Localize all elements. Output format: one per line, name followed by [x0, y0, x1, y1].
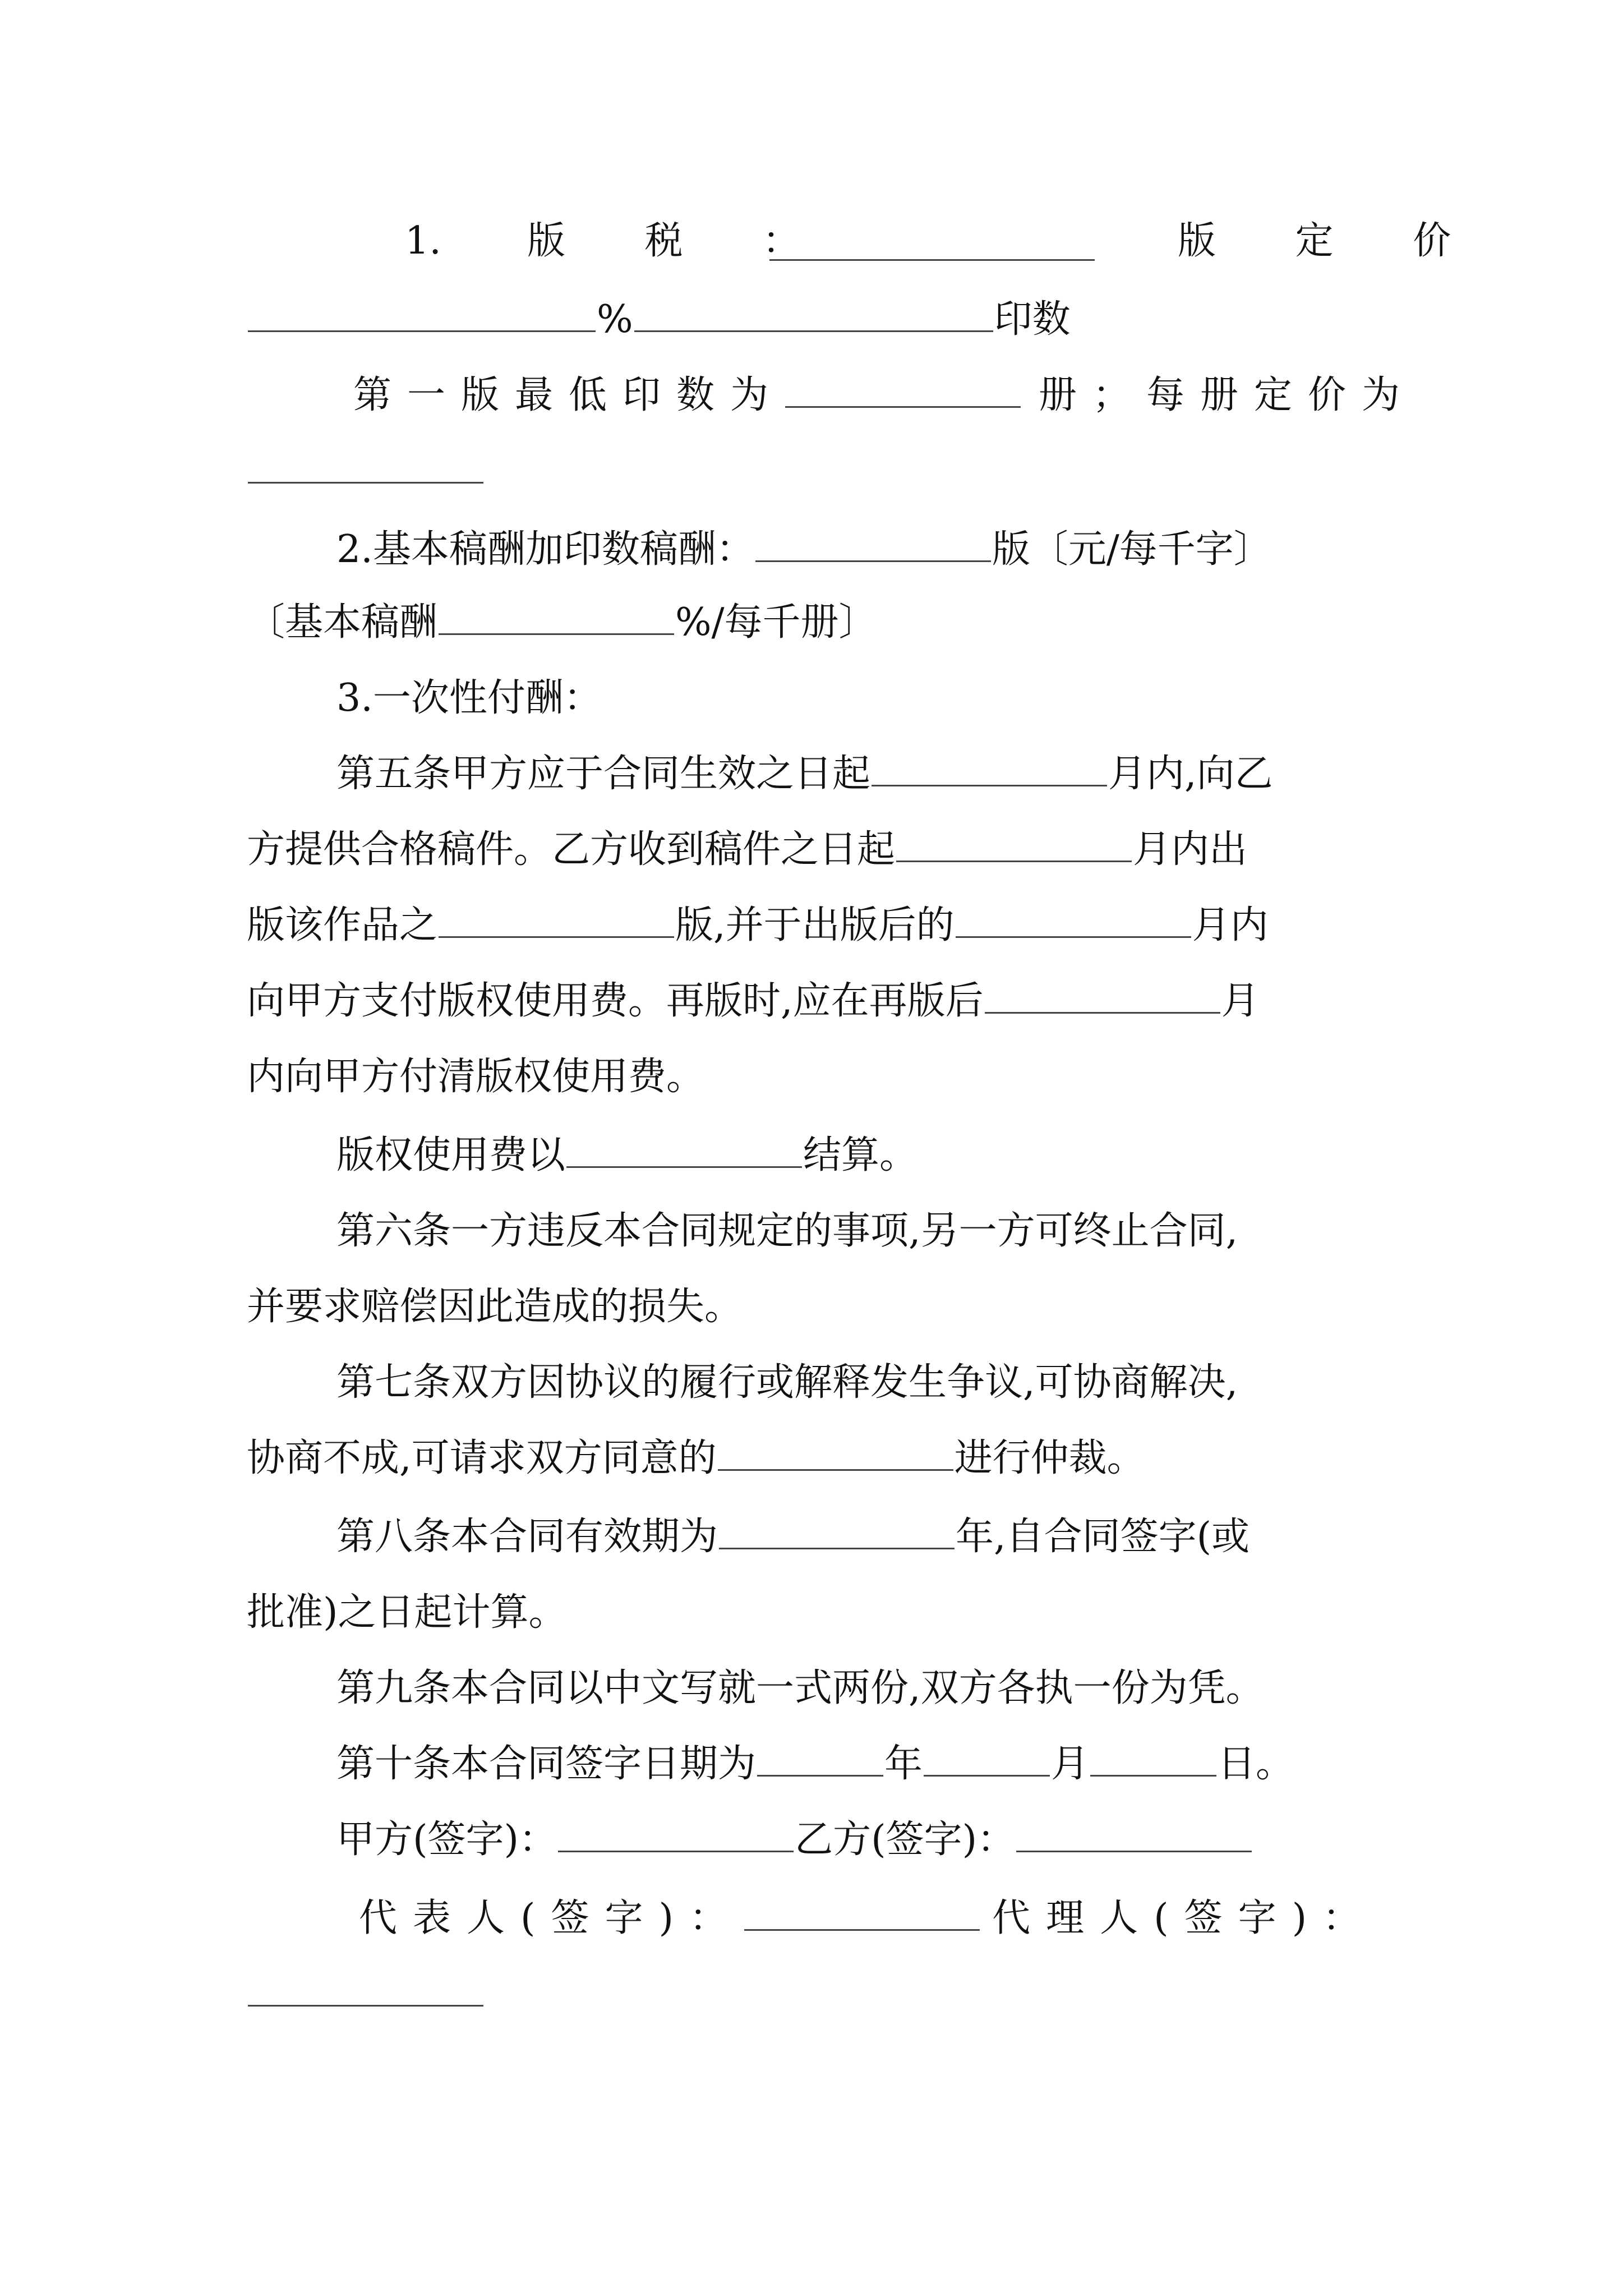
item2-line1 [336, 522, 1391, 578]
royalty-blank [769, 224, 1095, 261]
print-count-label: 印数 [994, 297, 1071, 342]
article10-line [336, 1736, 1391, 1792]
agent-label: 代理人(签字)： [992, 1896, 1377, 1940]
day-blank [1090, 1740, 1216, 1777]
article7-text2: 协商不成,可请求双方同意的 [247, 1436, 717, 1480]
percent-blank-2 [634, 296, 993, 332]
article5-text4: 月内出 [1133, 827, 1248, 872]
article8-text2: 年,自合同签字(或 [956, 1515, 1250, 1559]
agent-blank-line [247, 1966, 1391, 2022]
article6-line1 [336, 1203, 1391, 1259]
first-edition-line [353, 367, 1416, 424]
article5-blank1 [872, 750, 1107, 786]
article6-line2 [247, 1279, 1391, 1335]
article8-text1: 第八条本合同有效期为 [336, 1515, 718, 1559]
article5-line3 [247, 898, 1391, 954]
article10-text: 第十条本合同签字日期为 [336, 1742, 757, 1786]
article5-blank5 [985, 977, 1220, 1014]
article5-text3: 方提供合格稿件。乙方收到稿件之日起 [247, 827, 896, 872]
percent-line [247, 292, 1391, 348]
royalty-label: 版 税 ： [527, 219, 834, 263]
article7-text3: 进行仲裁。 [954, 1436, 1145, 1480]
article8-blank [719, 1513, 955, 1549]
settlement-blank [566, 1131, 802, 1168]
day-label: 日。 [1218, 1742, 1294, 1786]
article5-line5 [247, 1049, 1391, 1105]
article7-blank [718, 1434, 953, 1471]
article5-blank2 [896, 826, 1132, 862]
price-per-copy-label: 册；每册定价为 [1039, 373, 1416, 417]
article8-text3: 批准)之日起计算。 [247, 1590, 567, 1635]
article5-text1: 第五条甲方应于合同生效之日起 [336, 752, 871, 796]
item2-base-label: 〔基本稿酬 [247, 600, 438, 645]
article5-text10: 内向甲方付清版权使用费。 [247, 1055, 705, 1099]
edition-price-label: 版 定 价 [1178, 219, 1485, 263]
article5-blank3 [439, 901, 674, 938]
article7-line1 [336, 1355, 1391, 1411]
min-copies-blank [785, 371, 1021, 408]
party-b-blank [1016, 1816, 1252, 1852]
article9-text: 第九条本合同以中文写就一式两份,双方各执一份为凭。 [336, 1666, 1264, 1710]
party-a-label: 甲方(签字)： [336, 1818, 557, 1862]
article5-line1 [336, 746, 1391, 802]
month-label: 月 [1051, 1742, 1090, 1786]
percent-sign: % [597, 297, 633, 342]
article5-text8: 向甲方支付版权使用费。再版时,应在再版后 [247, 979, 984, 1023]
article5-line2 [247, 822, 1391, 878]
item2-label: 2.基本稿酬加印数稿酬： [336, 527, 754, 572]
party-signature-line [336, 1812, 1391, 1868]
royalty-line [247, 213, 1485, 269]
representative-line [359, 1890, 1391, 1947]
year-label: 年 [884, 1742, 923, 1786]
article5-blank4 [956, 901, 1191, 938]
settlement-line [336, 1128, 1391, 1184]
year-blank [757, 1740, 883, 1777]
agent-blank [248, 1970, 483, 2007]
representative-label: 代表人(签字)： [359, 1896, 744, 1940]
settlement-text2: 结算。 [803, 1133, 918, 1177]
representative-blank [744, 1894, 980, 1931]
article5-line4 [247, 973, 1391, 1029]
first-edition-label: 第一版最低印数为 [353, 373, 785, 417]
article7-line2 [247, 1430, 1391, 1487]
article5-text7: 月内 [1192, 903, 1269, 947]
percent-blank-1 [248, 296, 596, 332]
price-blank [248, 447, 483, 484]
item3-line [336, 670, 1391, 726]
royalty-number: 1. [405, 219, 441, 263]
article5-text5: 版该作品之 [247, 903, 438, 947]
item3-label: 3.一次性付酬： [336, 676, 602, 720]
item2-blank2 [439, 599, 674, 635]
item2-percent-unit: %/每千册〕 [675, 600, 877, 645]
article5-text9: 月 [1221, 979, 1260, 1023]
article9-line [336, 1660, 1391, 1717]
party-b-label: 乙方(签字)： [795, 1818, 1016, 1862]
article7-text1: 第七条双方因协议的履行或解释发生争议,可协商解决, [336, 1360, 1238, 1405]
settlement-text1: 版权使用费以 [336, 1133, 566, 1177]
price-blank-line [247, 443, 1391, 499]
item2-blank1 [755, 526, 991, 562]
item2-unit: 版〔元/每千字〕 [992, 527, 1272, 572]
party-a-blank [558, 1816, 794, 1852]
month-blank [924, 1740, 1050, 1777]
article5-text6: 版,并于出版后的 [675, 903, 955, 947]
article8-line2 [247, 1585, 1391, 1641]
item2-line2 [247, 595, 1391, 651]
article8-line1 [336, 1509, 1391, 1565]
article6-text2: 并要求赔偿因此造成的损失。 [247, 1285, 743, 1329]
article5-text2: 月内,向乙 [1108, 752, 1273, 796]
article6-text1: 第六条一方违反本合同规定的事项,另一方可终止合同, [336, 1209, 1238, 1253]
